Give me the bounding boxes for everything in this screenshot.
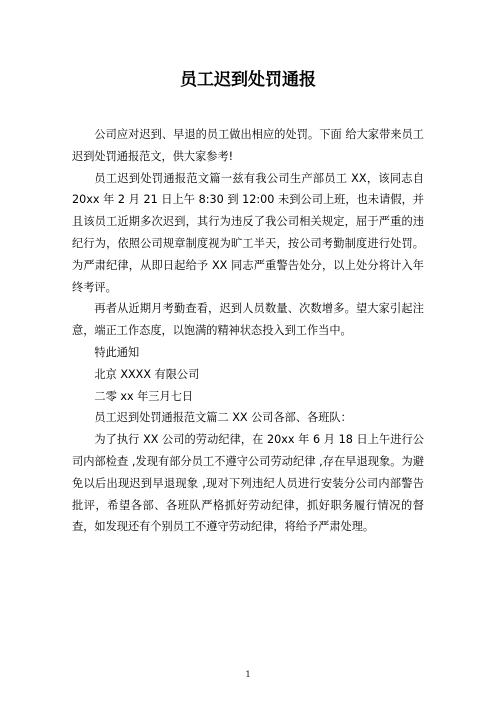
paragraph-date: 二零 xx 年三月七日 bbox=[94, 389, 194, 403]
paragraph-sample-two-body: 为了执行 XX 公司的劳动纪律，在 20xx 年 6 月 18 日上午进行公司内部检查 ,发现有部分员工不遵守公司劳动纪律 ,存在早退现象。为避免以后出现迟到早退现象 ,现对下列违纪人员进行安装分公司内部警告批评，希望各部、各班队严格抓好劳动纪律，抓好职务履行情况的督查，如发现还有个别员工不遵守劳动纪律，将给予严肃处理。 bbox=[72, 433, 424, 534]
paragraph-company: 北京 XXXX 有限公司 bbox=[94, 367, 200, 381]
page-number: 1 bbox=[245, 670, 251, 679]
paragraph-reminder: 再者从近期月考勤查看，迟到人员数量、次数增多。望大家引起注意，端正工作态度，以饱满的精神状态投入到工作当中。 bbox=[72, 302, 424, 338]
document-body bbox=[72, 124, 424, 538]
paragraph-intro: 公司应对迟到、早退的员工做出相应的处罚。下面 给大家带来员工迟到处罚通报范文，供大家参考! bbox=[72, 128, 424, 163]
paragraph-sample-two-heading: 员工迟到处罚通报范文篇二 XX 公司各部、各班队： bbox=[94, 411, 352, 425]
paragraph-sample-one: 员工迟到处罚通报范文篇一兹有我公司生产部员工 XX，该同志自 20xx 年 2 月 21 日上午 8:30 到 12:00 未到公司上班，也未请假，并且该员工近期多次迟到，其行为违反了我公司相关规定，屈于严重的违纪行为，依照公司规章制度视为旷工半天，按公司考勤制度进行处罚。为严肃纪律，从即日起给予 XX 同志严重警告处分，以上处分将计入年终考评。 bbox=[72, 171, 424, 294]
paragraph-notice: 特此通知 bbox=[94, 345, 140, 359]
document-page bbox=[72, 0, 424, 702]
document-title: 员工迟到处罚通报 bbox=[180, 70, 316, 90]
